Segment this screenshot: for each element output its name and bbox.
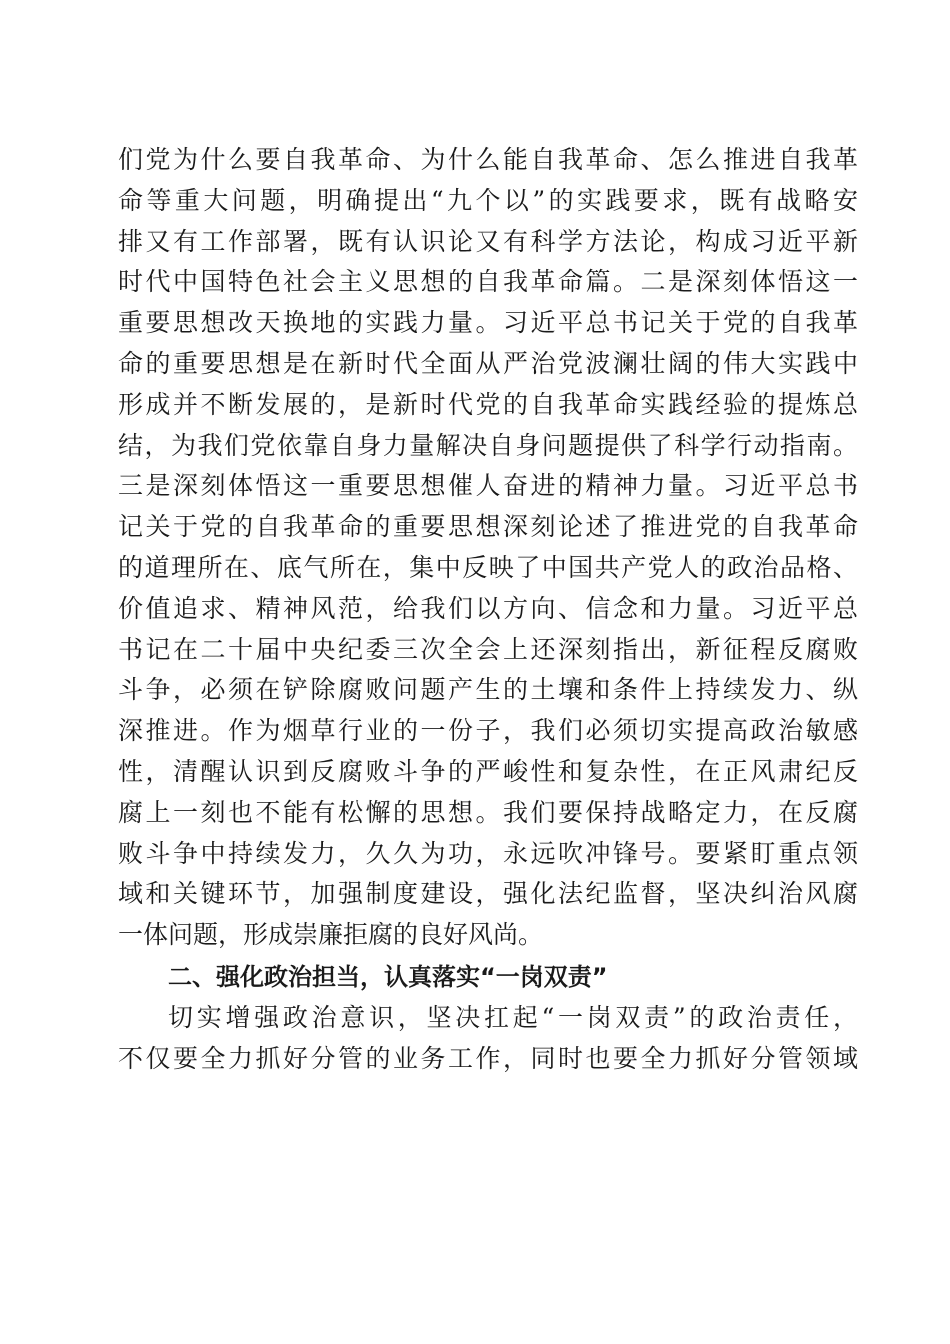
paragraph-1-line: 三是深刻体悟这一重要思想催人奋进的精神力量。习近平总书 bbox=[118, 471, 858, 501]
paragraph-1-line: 性，清醒认识到反腐败斗争的严峻性和复杂性，在正风肃纪反 bbox=[118, 756, 858, 786]
paragraph-1-line: 一体问题，形成崇廉拒腐的良好风尚。 bbox=[118, 920, 544, 950]
paragraph-1-line: 排又有工作部署，既有认识论又有科学方法论，构成习近平新 bbox=[118, 226, 858, 256]
paragraph-1-line: 败斗争中持续发力，久久为功，永远吹冲锋号。要紧盯重点领 bbox=[118, 838, 858, 868]
paragraph-1-line: 形成并不断发展的，是新时代党的自我革命实践经验的提炼总 bbox=[118, 389, 858, 419]
paragraph-1-line: 结，为我们党依靠自身力量解决自身问题提供了科学行动指南。 bbox=[118, 430, 858, 460]
paragraph-1-line: 域和关键环节，加强制度建设，强化法纪监督，坚决纠治风腐 bbox=[118, 879, 858, 909]
paragraph-1-line: 腐上一刻也不能有松懈的思想。我们要保持战略定力，在反腐 bbox=[118, 797, 858, 827]
paragraph-1-line: 记关于党的自我革命的重要思想深刻论述了推进党的自我革命 bbox=[118, 512, 858, 542]
paragraph-1-line: 命等重大问题，明确提出“九个以”的实践要求，既有战略安 bbox=[118, 185, 858, 215]
paragraph-1-line: 深推进。作为烟草行业的一份子，我们必须切实提高政治敏感 bbox=[118, 716, 858, 746]
paragraph-2-line: 切实增强政治意识，坚决扛起“一岗双责”的政治责任， bbox=[168, 1002, 858, 1032]
paragraph-1-line: 重要思想改天换地的实践力量。习近平总书记关于党的自我革 bbox=[118, 308, 858, 338]
paragraph-1-line: 命的重要思想是在新时代全面从严治党波澜壮阔的伟大实践中 bbox=[118, 348, 858, 378]
paragraph-1-line: 的道理所在、底气所在，集中反映了中国共产党人的政治品格、 bbox=[118, 552, 858, 582]
document-body bbox=[118, 140, 858, 1079]
paragraph-2-line: 不仅要全力抓好分管的业务工作，同时也要全力抓好分管领域 bbox=[118, 1043, 858, 1073]
paragraph-1-line: 价值追求、精神风范，给我们以方向、信念和力量。习近平总 bbox=[118, 593, 858, 623]
section-heading: 二、强化政治担当，认真落实“一岗双责” bbox=[168, 962, 608, 991]
paragraph-1-line: 书记在二十届中央纪委三次全会上还深刻指出，新征程反腐败 bbox=[118, 634, 858, 664]
paragraph-2 bbox=[118, 998, 858, 1080]
paragraph-1 bbox=[118, 140, 858, 956]
paragraph-1-line: 们党为什么要自我革命、为什么能自我革命、怎么推进自我革 bbox=[118, 145, 858, 174]
paragraph-1-line: 时代中国特色社会主义思想的自我革命篇。二是深刻体悟这一 bbox=[118, 267, 858, 297]
paragraph-1-line: 斗争，必须在铲除腐败问题产生的土壤和条件上持续发力、纵 bbox=[118, 675, 858, 705]
